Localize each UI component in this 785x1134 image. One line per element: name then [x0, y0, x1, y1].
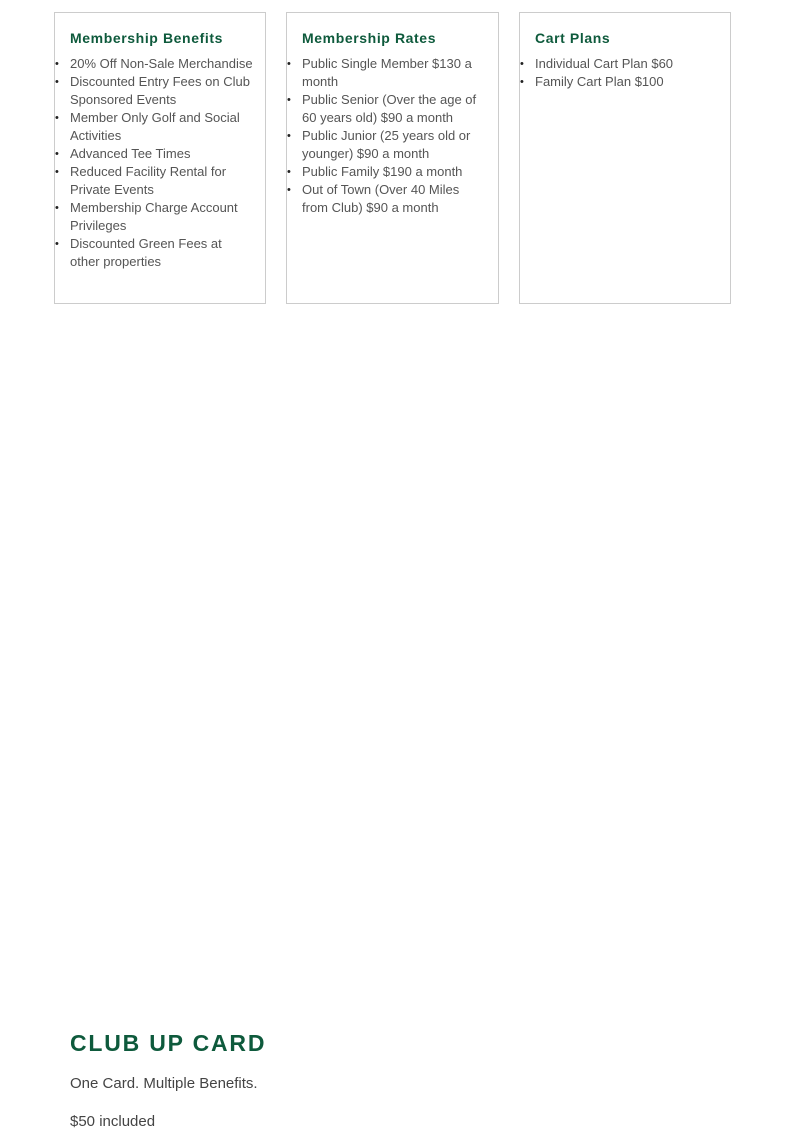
list-item: • Reduced Facility Rental for Private Events [55, 164, 227, 197]
cart-plans-card [519, 12, 731, 304]
list-item: • Individual Cart Plan $60 [520, 56, 674, 71]
list-item: • 20% Off Non-Sale Merchandise [55, 56, 253, 71]
bullet-icon: • [520, 58, 524, 70]
bullet-icon: • [287, 130, 291, 142]
list-item: • Public Single Member $130 a month [287, 56, 472, 89]
bullet-icon: • [55, 148, 59, 160]
bullet-icon: • [55, 166, 59, 178]
membership-rates-card [286, 12, 499, 304]
bullet-icon: • [287, 166, 291, 178]
bullet-icon: • [520, 76, 524, 88]
bullet-icon: • [55, 238, 59, 250]
membership-benefits-list [55, 55, 253, 271]
bullet-icon: • [55, 76, 59, 88]
bullet-icon: • [55, 112, 59, 124]
club-up-card-section [70, 1028, 670, 1132]
card-title-cart-plans: Cart Plans [535, 30, 611, 46]
bullet-icon: • [287, 184, 291, 196]
membership-rates-list [287, 55, 486, 217]
list-item: • Member Only Golf and Social Activities [55, 110, 240, 143]
membership-cards [54, 12, 731, 304]
list-item: • Advanced Tee Times [55, 146, 191, 161]
list-item: • Public Family $190 a month [287, 164, 463, 179]
bullet-icon: • [287, 94, 291, 106]
list-item: • Discounted Green Fees at other properties [55, 236, 222, 269]
card-title-membership-benefits: Membership Benefits [70, 30, 223, 46]
list-item: • Discounted Entry Fees on Club Sponsored Events [55, 74, 250, 107]
club-up-card-tagline: One Card. Multiple Benefits. [70, 1075, 258, 1092]
card-title-membership-rates: Membership Rates [302, 30, 437, 46]
list-item: • Public Junior (25 years old or younger) $90 a month [287, 128, 471, 161]
club-up-card-title: CLUB UP CARD [70, 1030, 267, 1056]
list-item: • Family Cart Plan $100 [520, 74, 664, 89]
bullet-icon: • [55, 58, 59, 70]
bullet-icon: • [55, 202, 59, 214]
club-up-card-price: $50 included [70, 1113, 156, 1130]
list-item: • Out of Town (Over 40 Miles from Club) $90 a month [287, 182, 460, 215]
list-item: • Public Senior (Over the age of 60 years old) $90 a month [287, 92, 477, 125]
cart-plans-list [520, 55, 718, 91]
bullet-icon: • [287, 58, 291, 70]
membership-benefits-card [54, 12, 266, 304]
list-item: • Membership Charge Account Privileges [55, 200, 238, 233]
